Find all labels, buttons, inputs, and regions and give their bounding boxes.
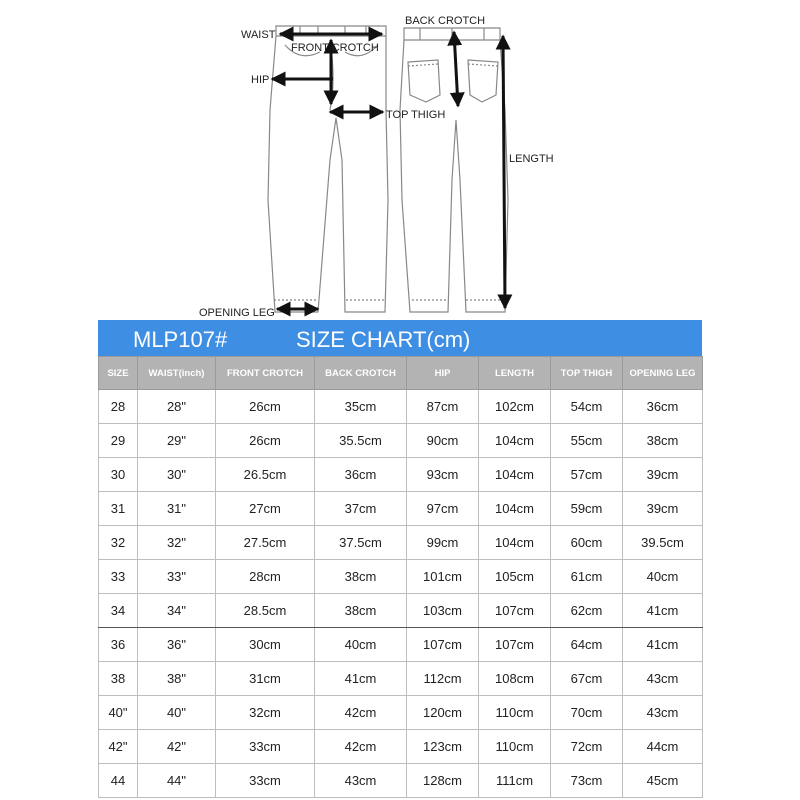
- table-cell: 37cm: [315, 492, 407, 526]
- table-cell: 42cm: [315, 730, 407, 764]
- measurement-arrows: [272, 32, 505, 309]
- table-cell: 70cm: [551, 696, 623, 730]
- size-chart-title: SIZE CHART(cm): [296, 327, 471, 352]
- table-cell: 36: [99, 628, 138, 662]
- column-header: BACK CROTCH: [315, 357, 407, 390]
- table-row: [99, 526, 703, 560]
- column-header: OPENING LEG: [623, 357, 703, 390]
- back-crotch-arrow: [454, 32, 458, 106]
- table-cell: 60cm: [551, 526, 623, 560]
- table-cell: 73cm: [551, 764, 623, 798]
- table-cell: 38cm: [315, 560, 407, 594]
- table-cell: 31: [99, 492, 138, 526]
- table-cell: 57cm: [551, 458, 623, 492]
- table-cell: 38cm: [623, 424, 703, 458]
- table-cell: 103cm: [407, 594, 479, 628]
- table-cell: 28.5cm: [216, 594, 315, 628]
- top-thigh-label: TOP THIGH: [386, 109, 446, 121]
- table-cell: 101cm: [407, 560, 479, 594]
- table-cell: 99cm: [407, 526, 479, 560]
- table-row: [99, 424, 703, 458]
- table-cell: 128cm: [407, 764, 479, 798]
- table-cell: 38: [99, 662, 138, 696]
- table-cell: 123cm: [407, 730, 479, 764]
- table-cell: 110cm: [479, 730, 551, 764]
- table-cell: 43cm: [623, 696, 703, 730]
- table-cell: 93cm: [407, 458, 479, 492]
- table-cell: 112cm: [407, 662, 479, 696]
- back-jeans-illustration: [400, 28, 508, 312]
- table-row: [99, 492, 703, 526]
- table-cell: 107cm: [407, 628, 479, 662]
- column-header: SIZE: [99, 357, 138, 390]
- table-cell: 39.5cm: [623, 526, 703, 560]
- table-cell: 32: [99, 526, 138, 560]
- table-cell: 104cm: [479, 424, 551, 458]
- jeans-measurement-diagram: [0, 0, 800, 320]
- table-cell: 111cm: [479, 764, 551, 798]
- table-row: [99, 730, 703, 764]
- table-cell: 87cm: [407, 390, 479, 424]
- table-cell: 120cm: [407, 696, 479, 730]
- table-cell: 36": [138, 628, 216, 662]
- table-cell: 108cm: [479, 662, 551, 696]
- column-header: LENGTH: [479, 357, 551, 390]
- length-label: LENGTH: [509, 153, 554, 165]
- table-cell: 62cm: [551, 594, 623, 628]
- table-cell: 41cm: [623, 594, 703, 628]
- table-cell: 36cm: [623, 390, 703, 424]
- table-cell: 44cm: [623, 730, 703, 764]
- opening-leg-label: OPENING LEG: [199, 307, 275, 319]
- table-cell: 41cm: [315, 662, 407, 696]
- column-header: WAIST(inch): [138, 357, 216, 390]
- table-cell: 90cm: [407, 424, 479, 458]
- table-cell: 42cm: [315, 696, 407, 730]
- table-row: [99, 662, 703, 696]
- table-cell: 28: [99, 390, 138, 424]
- table-cell: 35cm: [315, 390, 407, 424]
- table-cell: 55cm: [551, 424, 623, 458]
- back-crotch-label: BACK CROTCH: [405, 15, 486, 27]
- table-cell: 104cm: [479, 492, 551, 526]
- table-cell: 27cm: [216, 492, 315, 526]
- table-row: [99, 628, 703, 662]
- table-cell: 105cm: [479, 560, 551, 594]
- table-cell: 32": [138, 526, 216, 560]
- table-cell: 54cm: [551, 390, 623, 424]
- table-cell: 107cm: [479, 628, 551, 662]
- table-cell: 26cm: [216, 390, 315, 424]
- table-cell: 104cm: [479, 458, 551, 492]
- table-cell: 33: [99, 560, 138, 594]
- table-cell: 32cm: [216, 696, 315, 730]
- table-cell: 33cm: [216, 730, 315, 764]
- table-row: [99, 696, 703, 730]
- length-arrow: [503, 36, 505, 308]
- waist-label: WAIST: [241, 29, 276, 41]
- table-row: [99, 560, 703, 594]
- table-cell: 43cm: [315, 764, 407, 798]
- table-cell: 28cm: [216, 560, 315, 594]
- table-cell: 38cm: [315, 594, 407, 628]
- table-cell: 31": [138, 492, 216, 526]
- table-cell: 102cm: [479, 390, 551, 424]
- hip-label: HIP: [251, 74, 270, 86]
- size-chart-banner: [98, 320, 702, 356]
- table-cell: 44: [99, 764, 138, 798]
- table-cell: 40cm: [315, 628, 407, 662]
- table-cell: 39cm: [623, 492, 703, 526]
- table-cell: 72cm: [551, 730, 623, 764]
- table-cell: 38": [138, 662, 216, 696]
- table-cell: 33cm: [216, 764, 315, 798]
- table-cell: 34": [138, 594, 216, 628]
- table-cell: 40cm: [623, 560, 703, 594]
- table-cell: 35.5cm: [315, 424, 407, 458]
- product-code: MLP107#: [133, 327, 228, 352]
- front-crotch-label: FRONT CROTCH: [291, 42, 379, 54]
- table-cell: 44": [138, 764, 216, 798]
- table-cell: 45cm: [623, 764, 703, 798]
- size-chart-table: [98, 356, 703, 798]
- table-cell: 40": [138, 696, 216, 730]
- table-cell: 110cm: [479, 696, 551, 730]
- table-cell: 67cm: [551, 662, 623, 696]
- table-cell: 26.5cm: [216, 458, 315, 492]
- table-cell: 42": [138, 730, 216, 764]
- table-cell: 29: [99, 424, 138, 458]
- table-cell: 28": [138, 390, 216, 424]
- table-cell: 107cm: [479, 594, 551, 628]
- column-header: HIP: [407, 357, 479, 390]
- table-cell: 29": [138, 424, 216, 458]
- table-cell: 33": [138, 560, 216, 594]
- table-cell: 97cm: [407, 492, 479, 526]
- table-cell: 30cm: [216, 628, 315, 662]
- table-cell: 37.5cm: [315, 526, 407, 560]
- table-cell: 30: [99, 458, 138, 492]
- table-cell: 39cm: [623, 458, 703, 492]
- column-header: TOP THIGH: [551, 357, 623, 390]
- table-row: [99, 458, 703, 492]
- table-cell: 104cm: [479, 526, 551, 560]
- column-header: FRONT CROTCH: [216, 357, 315, 390]
- table-cell: 41cm: [623, 628, 703, 662]
- table-cell: 43cm: [623, 662, 703, 696]
- table-cell: 31cm: [216, 662, 315, 696]
- table-cell: 34: [99, 594, 138, 628]
- table-cell: 64cm: [551, 628, 623, 662]
- table-cell: 61cm: [551, 560, 623, 594]
- table-row: [99, 764, 703, 798]
- table-header-row: [99, 357, 703, 390]
- table-cell: 30": [138, 458, 216, 492]
- table-row: [99, 390, 703, 424]
- table-cell: 26cm: [216, 424, 315, 458]
- front-jeans-illustration: [268, 26, 388, 312]
- table-cell: 27.5cm: [216, 526, 315, 560]
- table-row: [99, 594, 703, 628]
- table-cell: 40": [99, 696, 138, 730]
- table-cell: 59cm: [551, 492, 623, 526]
- table-cell: 42": [99, 730, 138, 764]
- table-cell: 36cm: [315, 458, 407, 492]
